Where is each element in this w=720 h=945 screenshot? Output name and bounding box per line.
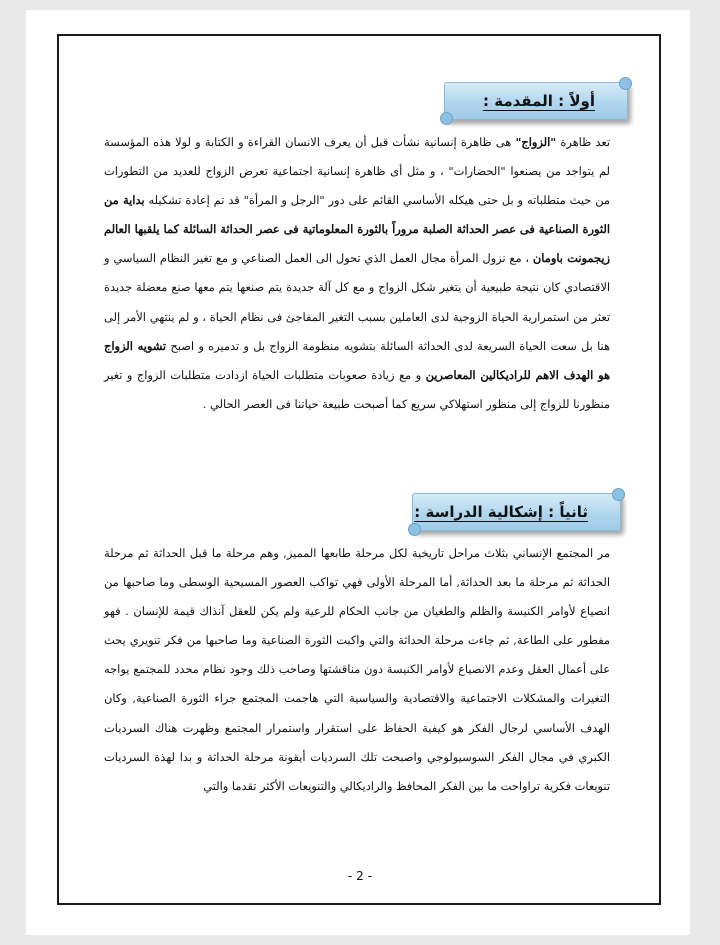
introduction-paragraph	[104, 128, 610, 419]
emphasis-text: تشويه الزواج هو الهدف الاهم للراديكالين المعاصرين	[104, 338, 610, 382]
emphasis-text: "الزواج"	[515, 135, 557, 149]
heading-text: أولاً : المقدمة :	[483, 92, 595, 110]
body-text: ، مع نزول المرأة مجال العمل الذي تحول الى العمل الصناعي و مع تغير النظام السياسي و الاقتصادي كان نتيجة طبيعية أن يتغير شكل الزواج و مع كل آلة جديدة يتم صنعها يتم معها صنع معضلة جديدة تعثر من استمرارية الحياة الزوجية لدى العاملين بسبب التغير المفاجئ فى نظام الحياة ، و لم ينتهي الأمر إلى هنا بل سعت الحياة السريعة لدى الحداثة السائلة بتشويه منظومة الزواج بل و تدميره و اصبح	[104, 251, 610, 353]
body-text: هى ظاهرة إنسانية نشأت قبل أن يعرف الانسان القراءة و الكتابة و لولا هذه المؤسسة لم يتواجد من يصنعوا "الحضارات" ، و مثل أى ظاهرة إنسانية اجتماعية تعرض الزواج للعديد من التطورات من حيث متطلباته و بل حتى هيكله الأساسي القائم على دور "الرجل و المرأة" قد تم إعادة تشكيله	[104, 135, 610, 208]
research-problem-paragraph: مر المجتمع الإنساني بثلاث مراحل تاريخية لكل مرحلة طابعها المميز, وهم مرحلة ما قبل الحداثة ثم مرحلة الحداثة ثم مرحلة ما بعد الحداثة, أما المرحلة الأولى فهي تواكب العصور المسيحية الوسطى وما صاحبها من انصياع لأوامر الكنيسة والظلم والطغيان من جانب الحكام للرعية ولم يكن للعقل آنذاك قيمة للإنسان . فهو مفطور على الطاعة, ثم جاءت مرحلة الحداثة والتي واكبت الثورة الصناعية وما صاحبها من فكر تنويري يحث على أعمال العقل وعدم الانصياع لأوامر الكنيسة دون مناقشتها وصاحب ذلك وجود نظام محدد للمجتمع يواجه التغيرات والمشكلات الاجتماعية والاقتصادية والسياسية التي هاجمت المجتمع جراء الثورة الصناعية, وكان الهدف الأساسي لرجال الفكر هو كيفية الحفاظ على استقرار واستمرار المجتمع وظهرت هناك السرديات الكبري في مجال الفكر السوسيولوجي واصبحت تلك السرديات أيقونة مرحلة الحداثة و بدا لهذة السرديات تنويعات فكرية تراواحت ما بين الفكر المحافظ والراديكالي والتنويعات الأكثر تقدما والتي	[104, 546, 610, 793]
emphasis-text: بداية من الثورة الصناعية فى عصر الحداثة الصلبة مروراً بالثورة المعلوماتية فى عصر الحداثة السائلة كما يلقبها العالم زيجمونت باومان	[104, 193, 610, 266]
scroll-curl-icon	[408, 523, 421, 536]
page-number: - 2 -	[348, 869, 372, 883]
heading-text: ثانياً : إشكالية الدراسة :	[414, 503, 588, 521]
scroll-curl-icon	[619, 77, 632, 90]
scroll-curl-icon	[440, 112, 453, 125]
section-heading-introduction	[444, 82, 628, 120]
body-text: و مع زيادة صعوبات متطلبات الحياة ازدادت متطلبات الزواج و تغير منظورنا للزواج إلى منظور استهلاكي سريع كما أصبحت طبيعة حياتنا فى العصر الحالي .	[104, 367, 610, 411]
scroll-curl-icon	[612, 488, 625, 501]
section-heading-research-problem	[412, 493, 621, 531]
body-text: تعد ظاهرة	[556, 135, 610, 149]
